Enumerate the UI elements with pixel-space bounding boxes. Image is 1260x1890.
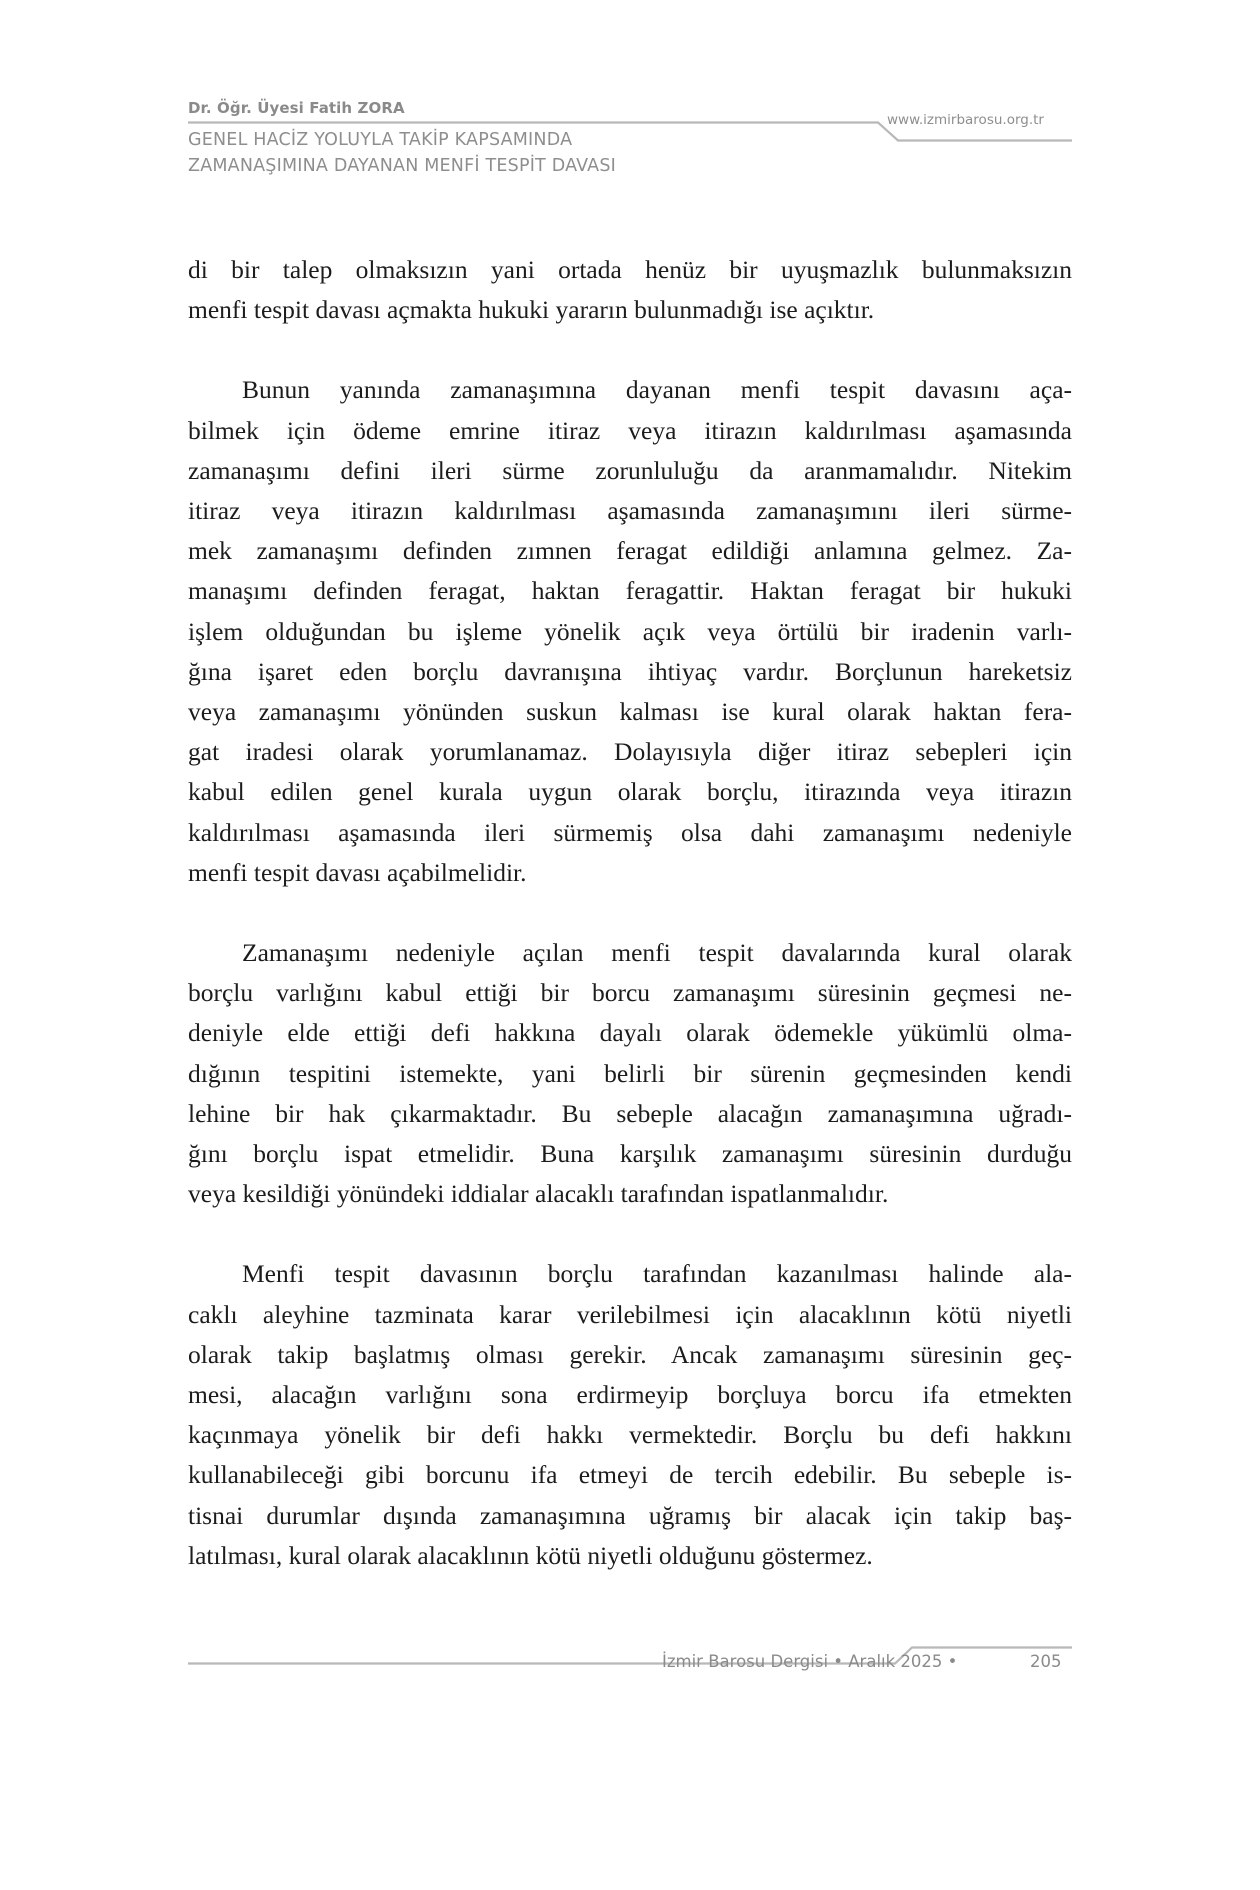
paragraph xyxy=(188,250,1072,330)
text-line: veya kesildiği yönündeki iddialar alacaklı tarafından ispatlanmalıdır. xyxy=(188,1179,889,1209)
article-title-line: GENEL HACİZ YOLUYLA TAKİP KAPSAMINDA xyxy=(188,130,573,150)
paragraph xyxy=(188,1254,1072,1576)
text-line: latılması, kural olarak alacaklının kötü niyetli olduğunu göstermez. xyxy=(188,1540,873,1570)
text-line: dığının tespitini istemekte, yani belirli bir sürenin geçmesinden kendi xyxy=(188,1058,1072,1088)
paragraph xyxy=(188,370,1072,893)
page-number: 205 xyxy=(1030,1652,1062,1671)
text-line: itiraz veya itirazın kaldırılması aşamasında zamanaşımını ileri sürme- xyxy=(188,496,1072,526)
article-title xyxy=(188,127,616,179)
text-line: kaçınmaya yönelik bir defi hakkı vermektedir. Borçlu bu defi hakkını xyxy=(188,1420,1072,1450)
journal-footer: İzmir Barosu Dergisi • Aralık 2025 • xyxy=(662,1652,958,1671)
text-line: işlem olduğundan bu işleme yönelik açık veya örtülü bir iradenin varlı- xyxy=(188,616,1072,646)
text-line: mesi, alacağın varlığını sona erdirmeyip borçluya borcu ifa etmekten xyxy=(188,1380,1072,1410)
website-link[interactable]: www.izmirbarosu.org.tr xyxy=(887,112,1044,128)
text-line: ğını borçlu ispat etmelidir. Buna karşılık zamanaşımı süresinin durduğu xyxy=(188,1139,1072,1169)
text-line: deniyle elde ettiği defi hakkına dayalı olarak ödemekle yükümlü olma- xyxy=(188,1018,1072,1048)
text-line: lehine bir hak çıkarmaktadır. Bu sebeple alacağın zamanaşımına uğradı- xyxy=(188,1098,1072,1128)
text-line: kaldırılması aşamasında ileri sürmemiş olsa dahi zamanaşımı nedeniyle xyxy=(188,817,1072,847)
text-line: Bunun yanında zamanaşımına dayanan menfi tespit davasını aça- xyxy=(242,375,1072,405)
text-line: mek zamanaşımı definden zımnen feragat edildiği anlamına gelmez. Za- xyxy=(188,536,1072,566)
author-name: Dr. Öğr. Üyesi Fatih ZORA xyxy=(188,99,405,117)
text-line: gat iradesi olarak yorumlanamaz. Dolayısıyla diğer itiraz sebepleri için xyxy=(188,737,1072,767)
text-line: di bir talep olmaksızın yani ortada henüz bir uyuşmazlık bulunmaksızın xyxy=(188,255,1072,284)
text-line: borçlu varlığını kabul ettiği bir borcu zamanaşımı süresinin geçmesi ne- xyxy=(188,978,1072,1008)
text-line: olarak takip başlatmış olması gerekir. Ancak zamanaşımı süresinin geç- xyxy=(188,1339,1072,1369)
paragraph xyxy=(188,933,1072,1214)
text-line: veya zamanaşımı yönünden suskun kalması ise kural olarak haktan fera- xyxy=(188,697,1072,727)
text-line: tisnai durumlar dışında zamanaşımına uğramış bir alacak için takip baş- xyxy=(188,1500,1072,1530)
article-title-line: ZAMANAŞIMINA DAYANAN MENFİ TESPİT DAVASI xyxy=(188,156,617,176)
text-line: Zamanaşımı nedeniyle açılan menfi tespit davalarında kural olarak xyxy=(242,938,1072,968)
text-line: manaşımı definden feragat, haktan feragattir. Haktan feragat bir hukuki xyxy=(188,576,1072,606)
text-line: caklı aleyhine tazminata karar verilebilmesi için alacaklının kötü niyetli xyxy=(188,1299,1072,1329)
text-line: ğına işaret eden borçlu davranışına ihtiyaç vardır. Borçlunun hareketsiz xyxy=(188,656,1072,686)
text-line: kabul edilen genel kurala uygun olarak borçlu, itirazında veya itirazın xyxy=(188,777,1072,807)
article-body xyxy=(188,250,1072,1576)
text-line: kullanabileceği gibi borcunu ifa etmeyi de tercih edebilir. Bu sebeple is- xyxy=(188,1460,1072,1490)
text-line: bilmek için ödeme emrine itiraz veya itirazın kaldırılması aşamasında xyxy=(188,415,1072,445)
text-line: zamanaşımı defini ileri sürme zorunluluğu da aranmamalıdır. Nitekim xyxy=(188,455,1072,485)
text-line: menfi tespit davası açmakta hukuki yararın bulunmadığı ise açıktır. xyxy=(188,295,875,325)
text-line: Menfi tespit davasının borçlu tarafından kazanılması halinde ala- xyxy=(242,1259,1072,1289)
text-line: menfi tespit davası açabilmelidir. xyxy=(188,857,527,887)
